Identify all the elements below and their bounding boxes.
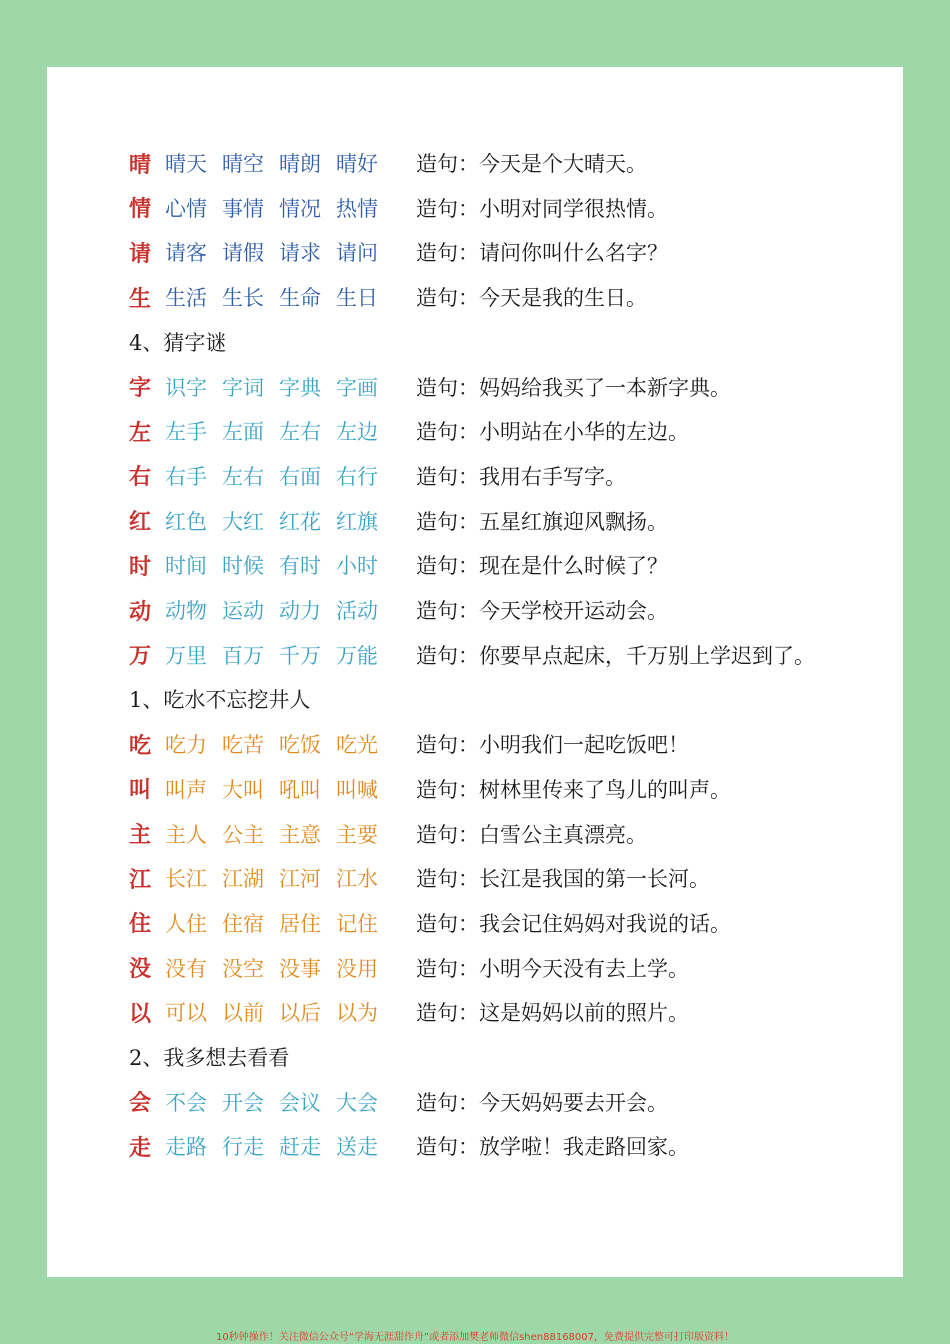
target-character: 生 [129, 285, 152, 312]
vocab-word: 没有 [165, 956, 207, 981]
example-sentence: 造句：今天妈妈要去开会。 [416, 1090, 668, 1115]
section-heading: 1、吃水不忘挖井人 [129, 688, 311, 713]
vocab-word: 送走 [336, 1135, 378, 1160]
vocab-word: 红旗 [336, 509, 378, 534]
vocab-word: 吃力 [165, 733, 207, 758]
example-sentence: 造句：今天是个大晴天。 [416, 152, 647, 176]
vocab-word: 识字 [165, 375, 207, 400]
target-character: 情 [129, 196, 152, 223]
vocab-word: 活动 [336, 599, 378, 623]
vocab-word: 人住 [165, 911, 207, 936]
vocab-word: 万能 [336, 643, 378, 668]
footer-notice: 10秒钟操作！关注微信公众号“学海无涯甜作舟”或者添加樊老师微信shen88168007，免费提供完整可打印版资料！ [215, 1332, 735, 1343]
vocab-word: 左右 [279, 420, 321, 445]
target-character: 走 [129, 1134, 152, 1161]
vocab-word: 没用 [336, 956, 378, 981]
example-sentence: 造句：小明我们一起吃饭吧！ [416, 733, 689, 758]
vocab-row [129, 230, 668, 274]
vocab-word: 以为 [336, 1001, 378, 1026]
vocab-word: 不会 [165, 1090, 207, 1115]
vocab-word: 请假 [222, 241, 264, 266]
vocab-word: 红花 [279, 509, 321, 534]
vocab-row [129, 275, 647, 319]
vocab-word: 百万 [222, 643, 264, 668]
vocab-word: 吃饭 [279, 733, 321, 758]
vocab-word: 右面 [279, 464, 321, 489]
example-sentence: 造句：五星红旗迎风飘扬。 [416, 509, 668, 534]
vocab-word: 没事 [279, 956, 321, 981]
target-character: 红 [129, 509, 152, 536]
vocab-word: 江水 [336, 867, 378, 892]
vocab-row [129, 588, 668, 632]
example-sentence: 造句：今天是我的生日。 [416, 286, 647, 311]
target-character: 万 [129, 643, 152, 670]
vocab-row [129, 856, 710, 900]
vocab-word: 吃光 [336, 733, 378, 758]
target-character: 字 [129, 375, 152, 401]
example-sentence: 造句：放学啦！我走路回家。 [416, 1135, 689, 1160]
vocab-word: 动物 [165, 599, 207, 623]
vocab-word: 江湖 [222, 867, 264, 892]
vocab-word: 左手 [165, 420, 207, 445]
target-character: 会 [129, 1090, 152, 1117]
vocab-word: 叫喊 [336, 777, 378, 802]
worksheet-page [47, 67, 903, 1277]
target-character: 晴 [129, 151, 152, 178]
vocab-word: 右手 [165, 464, 207, 489]
vocab-word: 记住 [336, 911, 378, 936]
vocab-row [129, 454, 626, 498]
example-sentence: 造句：今天学校开运动会。 [416, 599, 668, 623]
vocab-word: 左边 [336, 420, 378, 445]
target-character: 以 [129, 1000, 152, 1027]
vocab-row [129, 499, 668, 543]
vocab-row [129, 365, 731, 409]
example-sentence: 造句：白雪公主真漂亮。 [416, 822, 647, 847]
vocab-word: 晴天 [165, 152, 207, 176]
vocab-row [129, 1080, 668, 1124]
vocab-word: 长江 [165, 867, 207, 892]
example-sentence: 造句：妈妈给我买了一本新字典。 [416, 375, 731, 400]
vocab-word: 居住 [279, 911, 321, 936]
vocab-word: 住宿 [222, 911, 264, 936]
vocab-word: 事情 [222, 196, 264, 221]
vocab-word: 走路 [165, 1135, 207, 1160]
example-sentence: 造句：我会记住妈妈对我说的话。 [416, 911, 731, 936]
example-sentence: 造句：长江是我国的第一长河。 [416, 867, 710, 892]
vocab-word: 行走 [222, 1135, 264, 1160]
vocab-word: 吼叫 [279, 777, 321, 802]
vocab-word: 左面 [222, 420, 264, 445]
vocab-word: 生命 [279, 286, 321, 311]
example-sentence: 造句：小明站在小华的左边。 [416, 420, 689, 445]
vocab-word: 开会 [222, 1090, 264, 1115]
vocab-word: 以前 [222, 1001, 264, 1026]
vocab-word: 热情 [336, 196, 378, 221]
vocab-word: 大叫 [222, 777, 264, 802]
vocab-word: 以后 [279, 1001, 321, 1026]
vocab-word: 生长 [222, 286, 264, 311]
vocab-word: 右行 [336, 464, 378, 489]
target-character: 没 [129, 956, 152, 983]
vocab-word: 江河 [279, 867, 321, 892]
vocab-row [129, 186, 668, 230]
vocab-word: 小时 [336, 554, 378, 579]
vocab-word: 可以 [165, 1001, 207, 1026]
vocab-word: 主要 [336, 822, 378, 847]
vocab-row [129, 633, 815, 677]
vocab-word: 时候 [222, 554, 264, 579]
vocab-word: 字词 [222, 375, 264, 400]
example-sentence: 造句：这是妈妈以前的照片。 [416, 1001, 689, 1026]
vocab-word: 晴空 [222, 152, 264, 176]
vocab-word: 情况 [279, 196, 321, 221]
vocab-row [129, 767, 731, 811]
vocab-word: 叫声 [165, 777, 207, 802]
vocab-word: 公主 [222, 822, 264, 847]
vocab-word: 没空 [222, 956, 264, 981]
vocab-word: 请问 [336, 241, 378, 266]
vocab-word: 运动 [222, 599, 264, 623]
vocab-word: 晴好 [336, 152, 378, 176]
vocab-row [129, 946, 689, 990]
vocab-word: 大会 [336, 1090, 378, 1115]
vocab-row [129, 722, 689, 766]
vocab-word: 有时 [279, 554, 321, 579]
example-sentence: 造句：请问你叫什么名字？ [416, 241, 668, 266]
vocab-row [129, 812, 647, 856]
vocab-row [129, 901, 731, 945]
vocab-word: 吃苦 [222, 733, 264, 758]
vocab-word: 字画 [336, 375, 378, 400]
vocab-word: 晴朗 [279, 152, 321, 176]
vocab-word: 千万 [279, 643, 321, 668]
vocab-word: 动力 [279, 599, 321, 623]
section-heading: 2、我多想去看看 [129, 1046, 290, 1070]
example-sentence: 造句：小明今天没有去上学。 [416, 956, 689, 981]
vocab-word: 红色 [165, 509, 207, 534]
vocab-row [129, 990, 689, 1034]
example-sentence: 造句：小明对同学很热情。 [416, 196, 668, 221]
target-character: 叫 [129, 777, 152, 804]
target-character: 动 [129, 598, 152, 625]
target-character: 住 [129, 911, 152, 938]
example-sentence: 造句：我用右手写字。 [416, 464, 626, 489]
vocab-row [129, 141, 647, 185]
vocab-word: 时间 [165, 554, 207, 579]
example-sentence: 造句：你要早点起床，千万别上学迟到了。 [416, 643, 815, 668]
vocab-word: 会议 [279, 1090, 321, 1115]
vocab-row [129, 409, 689, 453]
section-heading: 4、猜字谜 [129, 330, 227, 355]
vocab-word: 请求 [279, 241, 321, 266]
vocab-word: 请客 [165, 241, 207, 266]
vocab-word: 万里 [165, 643, 207, 668]
target-character: 时 [129, 553, 152, 580]
target-character: 吃 [129, 732, 152, 759]
vocab-row [129, 1124, 689, 1168]
vocab-word: 赶走 [279, 1135, 321, 1160]
vocab-word: 心情 [165, 196, 207, 221]
vocab-word: 字典 [279, 375, 321, 400]
target-character: 右 [129, 464, 152, 491]
target-character: 江 [129, 866, 152, 893]
vocab-row [129, 543, 668, 587]
target-character: 请 [129, 240, 152, 267]
target-character: 主 [129, 822, 152, 848]
vocab-word: 主人 [165, 822, 207, 847]
target-character: 左 [129, 419, 152, 446]
vocab-word: 生活 [165, 286, 207, 311]
vocab-word: 生日 [336, 286, 378, 311]
vocab-word: 左右 [222, 464, 264, 489]
example-sentence: 造句：现在是什么时候了？ [416, 554, 668, 579]
vocab-word: 主意 [279, 822, 321, 847]
example-sentence: 造句：树林里传来了鸟儿的叫声。 [416, 777, 731, 802]
vocab-word: 大红 [222, 509, 264, 534]
